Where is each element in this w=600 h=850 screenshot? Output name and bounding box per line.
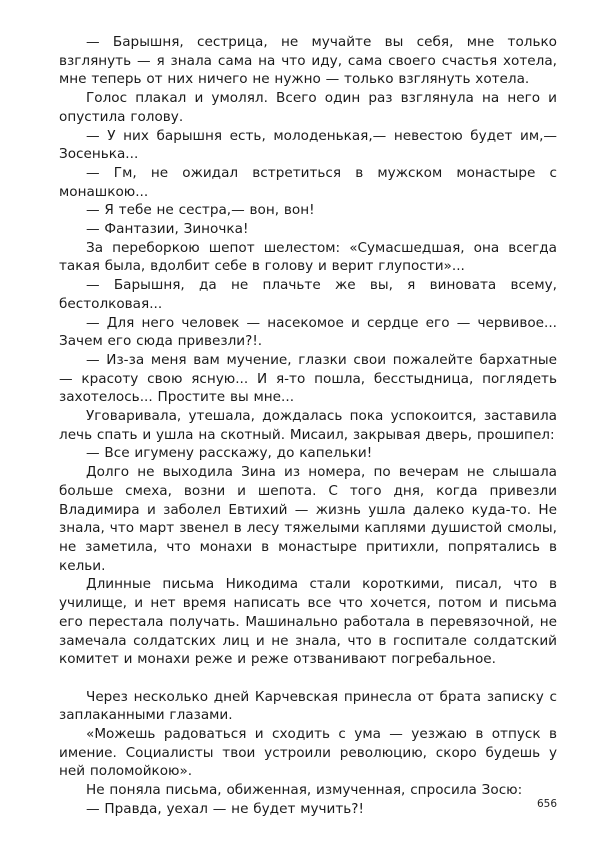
paragraph: — Гм, не ожидал встретиться в мужском монастыре с монашкою... [59,164,557,200]
paragraph: — Фантазии, Зиночка! [86,221,249,238]
paragraph: — Из-за меня вам мучение, глазки свои пожалейте бархатные — красоту свою ясную... И я-то пошла, бесстыдница, поглядеть захотелось... Простите вы мне... [59,351,557,406]
page-text [59,33,557,819]
paragraph: — У них барышня есть, молоденькая,— невестою будет им,— Зосенька... [59,127,557,163]
paragraph: Голос плакал и умолял. Всего один раз взглянула на него и опустила голову. [59,90,557,125]
paragraph: Долго не выходила Зина из номера, по вечерам не слышала больше смеха, возни и шепота. С того дня, когда привезли Владимира и заболел Евтихий — жизнь ушла далеко куда-то. Не знала, что март звенел в лесу тяжелыми каплями душистой смолы, не заметила, что монахи в монастыре притихли, попрятались в кельи. [59,464,557,574]
paragraph: — Все игумену расскажу, до капельки! [86,445,373,462]
paragraph: — Правда, уехал — не будет мучить?! [86,800,364,817]
paragraph: «Можешь радоваться и сходить с ума — уезжаю в отпуск в имение. Социалисты твои устроили революцию, скоро будешь у ней поломойкою». [59,726,557,780]
paragraph: — Барышня, сестрица, не мучайте вы себя, мне только взглянуть — я знала сама на что иду, сама своего счастья хотела, мне теперь от них ничего не нужно — только взглянуть хотела. [59,34,557,88]
paragraph: Через несколько дней Карчевская принесла от брата записку с заплаканными глазами. [59,688,557,724]
paragraph: Длинные письма Никодима стали короткими, писал, что в училище, и нет время написать все что хочется, потом и письма его перестала получать. Машинально работала в перевязочной, не замечала солдатских лиц и не знала, что в госпитале солдатский комитет и монахи реже и реже отзванивают погребальное. [59,576,557,668]
paragraph: — Барышня, да не плачьте же вы, я виновата всему, бестолковая... [59,277,557,312]
paragraph: Уговаривала, утешала, дождалась пока успокоится, заставила лечь спать и ушла на скотный. Мисаил, закрывая дверь, прошипел: [59,408,557,443]
paragraph: — Я тебе не сестра,— вон, вон! [86,202,315,219]
paragraph: Не поняла письма, обиженная, измученная, спросила Зосю: [86,782,523,799]
page-number: 656 [536,798,557,810]
paragraph: — Для него человек — насекомое и сердце его — червивое... Зачем его сюда привезли?!. [59,314,557,350]
paragraph: За переборкою шепот шелестом: «Сумасшедшая, она всегда такая была, вдолбит себе в голову и верит глупости»... [59,239,557,275]
